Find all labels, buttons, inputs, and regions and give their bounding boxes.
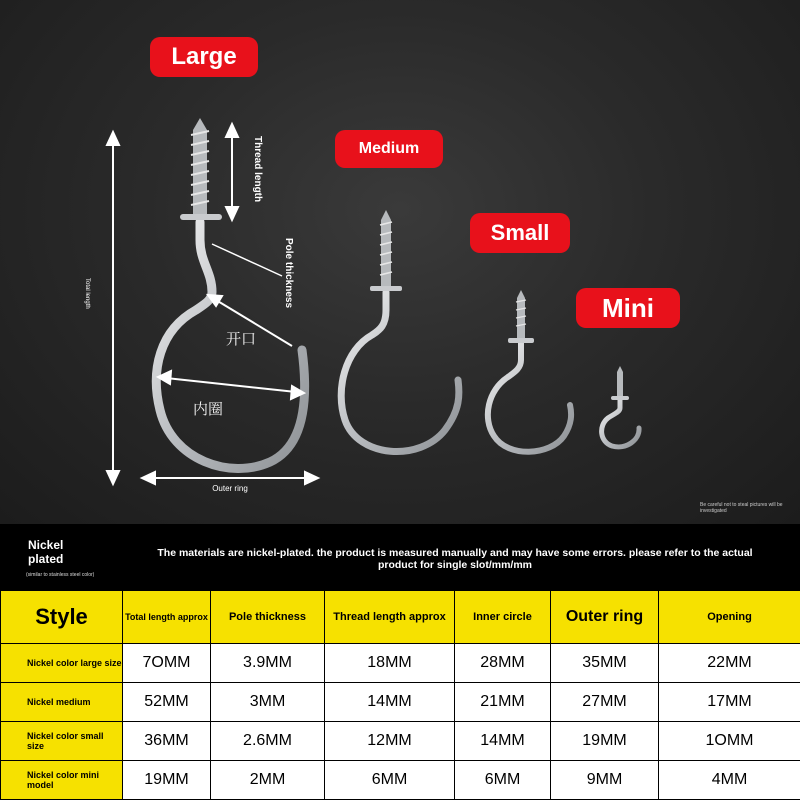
cell-value: 6MM bbox=[455, 761, 551, 800]
table-row bbox=[1, 683, 800, 722]
cell-value: 17MM bbox=[659, 683, 800, 722]
header-style: Style bbox=[1, 591, 123, 644]
info-band bbox=[0, 524, 800, 590]
header-thread-length: Thread length approx bbox=[325, 591, 455, 644]
spec-table bbox=[0, 590, 800, 800]
cell-value: 12MM bbox=[325, 722, 455, 761]
photo-note: Be careful not to steal pictures will be investigated bbox=[700, 502, 783, 514]
label-medium: Medium bbox=[335, 130, 443, 168]
header-outer-ring: Outer ring bbox=[551, 591, 659, 644]
cell-value: 52MM bbox=[123, 683, 211, 722]
label-large: Large bbox=[150, 37, 258, 77]
label-mini: Mini bbox=[576, 288, 680, 328]
cell-value: 1OMM bbox=[659, 722, 800, 761]
cell-value: 3.9MM bbox=[211, 644, 325, 683]
small-hook bbox=[488, 290, 571, 452]
table-row bbox=[1, 644, 800, 683]
header-pole-thickness: Pole thickness bbox=[211, 591, 325, 644]
table-header-row bbox=[1, 591, 800, 644]
band-description: The materials are nickel-plated. the product is measured manually and may have some errors. please refer to the actual product for single slot/mm/mm bbox=[157, 547, 753, 571]
header-total-length: Total length approx bbox=[123, 591, 211, 644]
cell-value: 36MM bbox=[123, 722, 211, 761]
dimension-pole-thickness: Pole thickness bbox=[283, 238, 294, 309]
medium-hook bbox=[341, 210, 459, 452]
mini-hook bbox=[602, 366, 639, 447]
row-style: Nickel color small size bbox=[1, 722, 123, 761]
cell-value: 3MM bbox=[211, 683, 325, 722]
table-row bbox=[1, 722, 800, 761]
cell-value: 7OMM bbox=[123, 644, 211, 683]
cell-value: 2MM bbox=[211, 761, 325, 800]
cell-value: 9MM bbox=[551, 761, 659, 800]
dimension-total-length: Total length bbox=[84, 278, 90, 309]
band-subtitle: (similar to stainless steel color) bbox=[26, 572, 95, 578]
cell-value: 35MM bbox=[551, 644, 659, 683]
row-style: Nickel color mini model bbox=[1, 761, 123, 800]
dimension-opening: 开口 bbox=[226, 331, 257, 348]
dimension-thread-length: Thread length bbox=[252, 136, 263, 203]
dimension-inner-ring: 内圈 bbox=[193, 401, 224, 418]
cell-value: 21MM bbox=[455, 683, 551, 722]
dimension-outer-ring: Outer ring bbox=[212, 484, 248, 493]
cell-value: 27MM bbox=[551, 683, 659, 722]
cell-value: 14MM bbox=[455, 722, 551, 761]
cell-value: 19MM bbox=[551, 722, 659, 761]
cell-value: 2.6MM bbox=[211, 722, 325, 761]
label-small: Small bbox=[470, 213, 570, 253]
cell-value: 19MM bbox=[123, 761, 211, 800]
header-opening: Opening bbox=[659, 591, 800, 644]
cell-value: 18MM bbox=[325, 644, 455, 683]
cell-value: 6MM bbox=[325, 761, 455, 800]
row-style: Nickel medium bbox=[1, 683, 123, 722]
table-row bbox=[1, 761, 800, 800]
band-title: Nickel plated bbox=[28, 538, 64, 566]
cell-value: 14MM bbox=[325, 683, 455, 722]
cell-value: 28MM bbox=[455, 644, 551, 683]
cell-value: 4MM bbox=[659, 761, 800, 800]
header-inner-circle: Inner circle bbox=[455, 591, 551, 644]
row-style: Nickel color large size bbox=[1, 644, 123, 683]
cell-value: 22MM bbox=[659, 644, 800, 683]
